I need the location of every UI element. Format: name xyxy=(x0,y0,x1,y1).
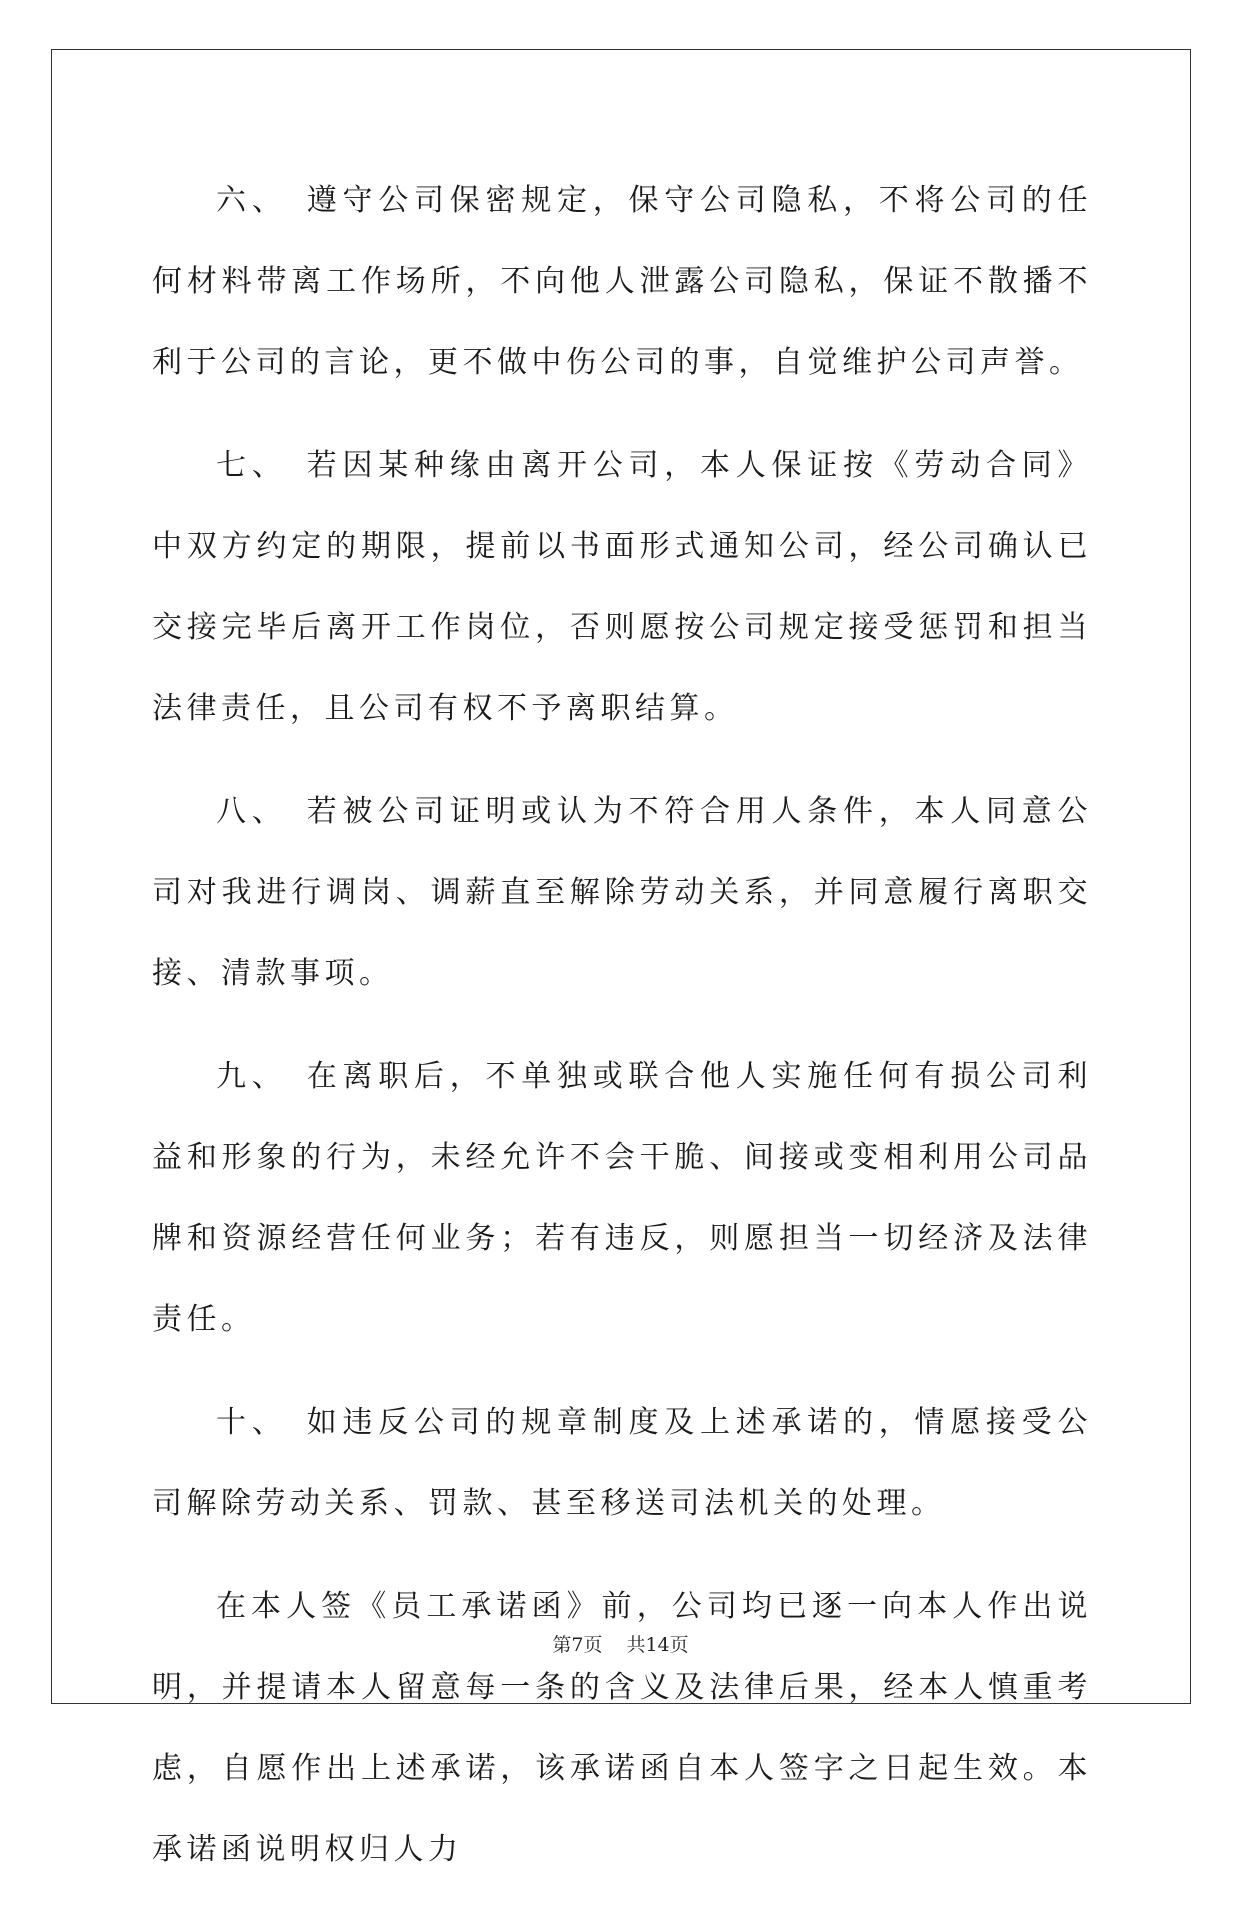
page-total: 共14页 xyxy=(626,1634,689,1656)
clause-6 xyxy=(152,160,1092,403)
clause-text: 在离职后，不单独或联合他人实施任何有损公司利益和形象的行为，未经允许不会干脆、间接或变相利用公司品牌和资源经营任何业务；若有违反，则愿担当一切经济及法律责任。 xyxy=(152,1059,1092,1337)
clause-number: 六、 xyxy=(216,183,288,218)
paragraph-text: 在本人签《员工承诺函》前，公司均已逐一向本人作出说明，并提请本人留意每一条的含义及法律后果，经本人慎重考虑，自愿作出上述承诺，该承诺函自本人签字之日起生效。本承诺函说明权归人力 xyxy=(152,1589,1092,1867)
clause-text: 若被公司证明或认为不符合用人条件，本人同意公司对我进行调岗、调薪直至解除劳动关系，并同意履行离职交接、清款事项。 xyxy=(152,794,1092,991)
clause-number: 七、 xyxy=(216,448,288,483)
closing-statement xyxy=(152,1566,1092,1890)
clause-8 xyxy=(152,771,1092,1014)
clause-7 xyxy=(152,425,1092,749)
clause-text: 遵守公司保密规定，保守公司隐私，不将公司的任何材料带离工作场所，不向他人泄露公司隐私，保证不散播不利于公司的言论，更不做中伤公司的事，自觉维护公司声誉。 xyxy=(152,183,1092,380)
clause-number: 十、 xyxy=(216,1405,288,1440)
clause-9 xyxy=(152,1036,1092,1360)
page-footer xyxy=(0,1630,1241,1657)
clause-number: 九、 xyxy=(216,1059,288,1094)
page-number: 第7页 xyxy=(552,1634,603,1656)
clause-text: 如违反公司的规章制度及上述承诺的，情愿接受公司解除劳动关系、罚款、甚至移送司法机关的处理。 xyxy=(152,1405,1092,1521)
clause-text: 若因某种缘由离开公司，本人保证按《劳动合同》中双方约定的期限，提前以书面形式通知公司，经公司确认已交接完毕后离开工作岗位，否则愿按公司规定接受惩罚和担当法律责任，且公司有权不予离职结算。 xyxy=(152,448,1092,726)
clause-10 xyxy=(152,1382,1092,1544)
clause-number: 八、 xyxy=(216,794,288,829)
